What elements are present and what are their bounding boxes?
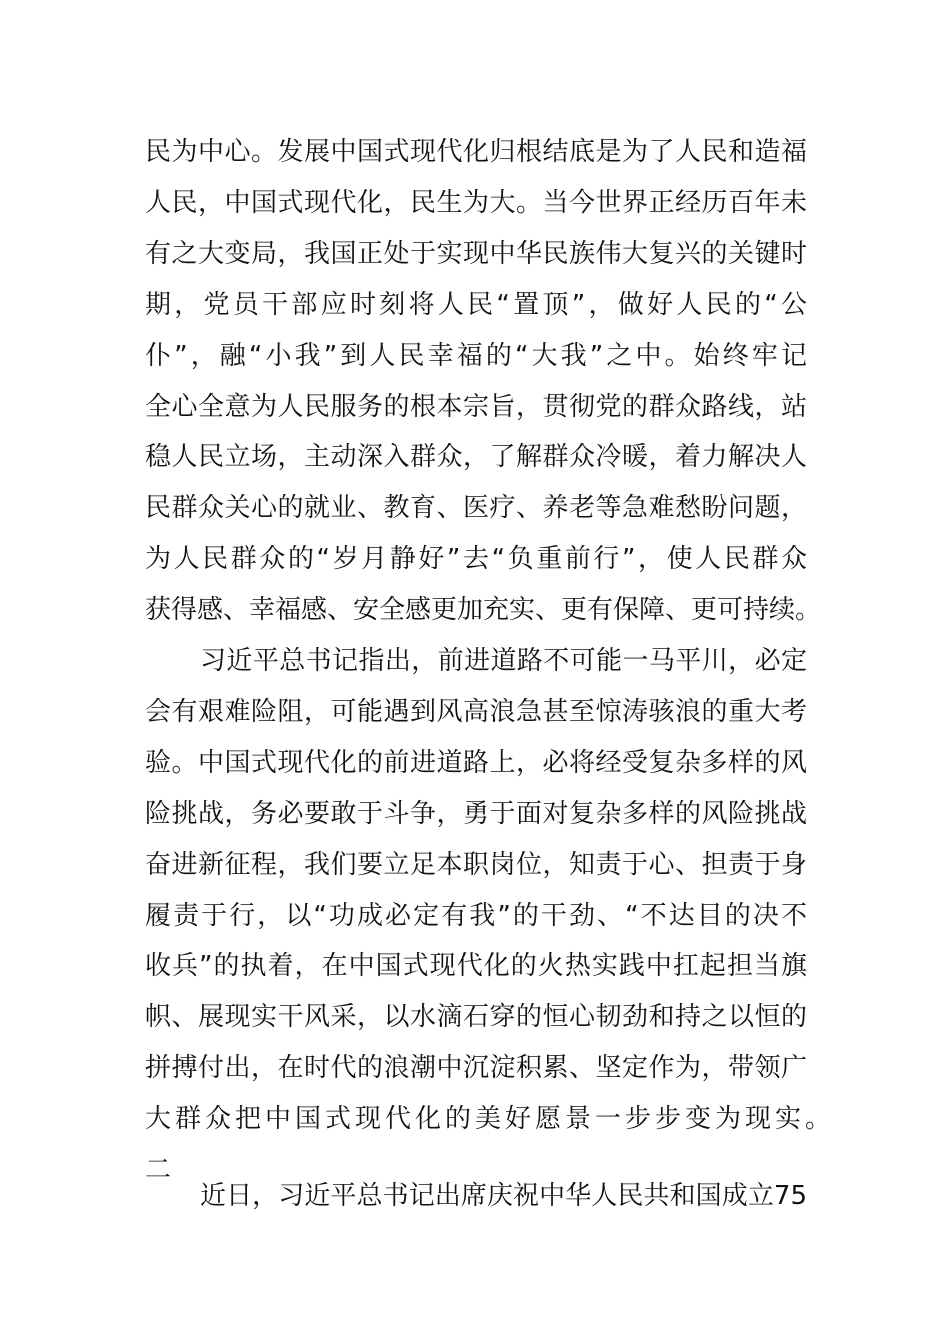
text-line: 民群众关心的就业、教育、医疗、养老等急难愁盼问题， [145,493,807,524]
text-line: 为人民群众的“岁月静好”去“负重前行”，使人民群众 [145,544,807,575]
text-line: 习近平总书记指出，前进道路不可能一马平川，必定 [200,646,807,676]
text-line: 有之大变局，我国正处于实现中华民族伟大复兴的关键时 [145,238,807,269]
text-line: 人民，中国式现代化，民生为大。当今世界正经历百年未 [145,187,807,218]
text-line: 仆”，融“小我”到人民幸福的“大我”之中。始终牢记 [145,340,807,371]
text-line: 险挑战，务必要敢于斗争，勇于面对复杂多样的风险挑战 [145,798,807,829]
text-line: 民为中心。发展中国式现代化归根结底是为了人民和造福 [145,137,807,167]
text-line: 大群众把中国式现代化的美好愿景一步步变为现实。 [145,1104,836,1135]
text-line: 帜、展现实干风采，以水滴石穿的恒心韧劲和持之以恒的 [145,1002,807,1033]
text-line: 期，党员干部应时刻将人民“置顶”，做好人民的“公 [145,289,807,320]
section-heading: 二 [145,1155,176,1185]
text-line: 稳人民立场，主动深入群众，了解群众冷暖，着力解决人 [145,442,807,473]
text-line: 奋进新征程，我们要立足本职岗位，知责于心、担责于身 [145,849,807,880]
text-line: 全心全意为人民服务的根本宗旨，贯彻党的群众路线，站 [145,391,807,422]
text-line: 收兵”的执着，在中国式现代化的火热实践中扛起担当旗 [145,951,807,982]
text-line: 会有艰难险阻，可能遇到风高浪急甚至惊涛骇浪的重大考 [145,696,807,727]
text-line: 履责于行，以“功成必定有我”的干劲、“不达目的决不 [145,900,807,931]
text-line: 获得感、幸福感、安全感更加充实、更有保障、更可持续。 [145,595,822,626]
text-line: 验。中国式现代化的前进道路上，必将经受复杂多样的风 [145,747,807,778]
text-line: 拼搏付出，在时代的浪潮中沉淀积累、坚定作为，带领广 [145,1053,807,1084]
text-line: 近日，习近平总书记出席庆祝中华人民共和国成立75 [200,1181,807,1211]
